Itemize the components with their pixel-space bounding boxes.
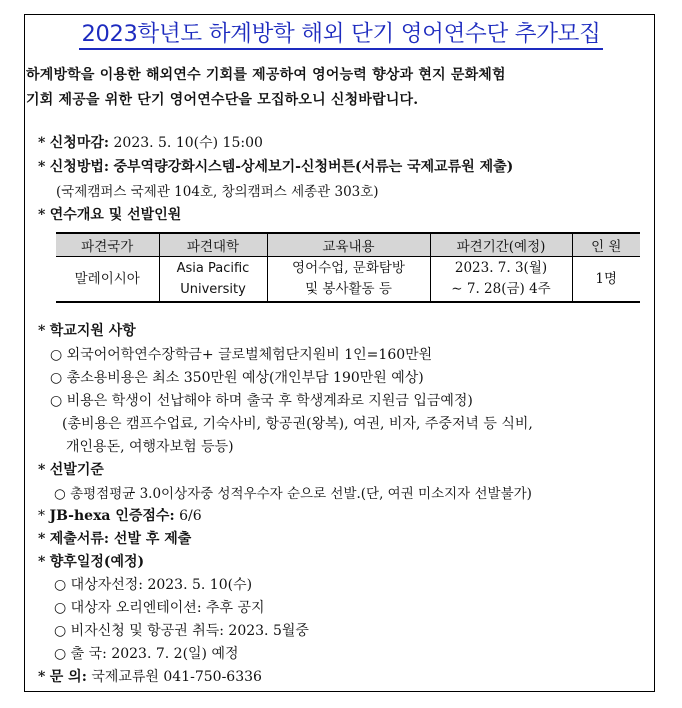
schedule-item-3: ○ 비자신청 및 항공권 취득: 2023. 5월중 (54, 623, 309, 639)
method-row (38, 156, 513, 176)
jbhexa-value: 6/6 (179, 508, 202, 524)
deadline-bullet: * (38, 135, 46, 151)
table-header-row (56, 233, 640, 257)
overview-label: 연수개요 및 선발인원 (49, 207, 182, 223)
deadline-label: 신청마감: (49, 135, 110, 151)
deadline-value: 2023. 5. 10(수) 15:00 (113, 135, 263, 151)
support-label: 학교지원 사항 (49, 323, 136, 339)
deadline-row (38, 132, 263, 152)
jbhexa-bullet: * (38, 508, 45, 524)
method-sub: (국제캠퍼스 국제관 104호, 창의캠퍼스 세종관 303호) (56, 184, 379, 200)
overview-table (56, 232, 640, 303)
support-item-3: ○ 비용은 학생이 선납해야 하며 출국 후 학생계좌로 지원금 입금예정) (50, 393, 473, 409)
cell-content-line-2: 및 봉사활동 등 (305, 281, 392, 297)
cell-count: 1명 (572, 257, 640, 303)
contact-bullet: * (38, 669, 46, 685)
header-university: 파견대학 (159, 233, 267, 257)
header-content: 교육내용 (267, 233, 430, 257)
documents-text: 제출서류: 선발 후 제출 (49, 531, 192, 547)
documents-row (38, 528, 191, 548)
support-item-1: ○ 외국어어학연수장학금+ 글로벌체험단지원비 1인=160만원 (50, 347, 433, 363)
overview-row (38, 204, 181, 224)
cell-country: 말레이시아 (56, 257, 159, 303)
contact-row (38, 666, 262, 686)
method-bullet: * (38, 159, 46, 175)
criteria-label: 선발기준 (49, 462, 104, 478)
schedule-item-1: ○ 대상자선정: 2023. 5. 10(수) (54, 577, 253, 593)
schedule-item-4: ○ 출 국: 2023. 7. 2(일) 예정 (54, 646, 239, 662)
method-label: 신청방법: (49, 159, 110, 175)
overview-bullet: * (38, 207, 46, 223)
support-note-2: 개인용돈, 여행자보험 등등) (66, 439, 234, 455)
cell-period-line-2: ∼ 7. 28(금) 4주 (451, 281, 551, 297)
documents-bullet: * (38, 531, 46, 547)
schedule-bullet: * (38, 554, 46, 570)
intro-line-2: 기회 제공을 위한 단기 영어연수단을 모집하오니 신청바랍니다. (26, 92, 419, 108)
cell-period (430, 257, 572, 303)
jbhexa-row (38, 505, 202, 525)
header-count: 인 원 (572, 233, 640, 257)
header-country: 파견국가 (56, 233, 159, 257)
cell-content (267, 257, 430, 303)
cell-university (159, 257, 267, 303)
support-note-1: (총비용은 캠프수업료, 기숙사비, 항공권(왕복), 여권, 비자, 주중저녁 등 식비, (62, 416, 533, 432)
criteria-item: ○ 총평점평균 3.0이상자중 성적우수자 순으로 선발.(단, 여권 미소지자 선발불가) (54, 486, 532, 502)
criteria-row (38, 459, 104, 479)
header-period: 파견기간(예정) (430, 233, 572, 257)
method-value: 중부역량강화시스템-상세보기-신청버튼(서류는 국제교류원 제출) (113, 159, 514, 175)
schedule-item-2: ○ 대상자 오리엔테이션: 추후 공지 (54, 600, 265, 616)
cell-university-line-1: Asia Pacific (176, 261, 250, 276)
support-row (38, 320, 136, 340)
schedule-row (38, 551, 144, 571)
notice-title: 2023학년도 하계방학 해외 단기 영어연수단 추가모집 (0, 16, 682, 48)
criteria-bullet: * (38, 462, 46, 478)
cell-university-line-2: University (180, 282, 246, 297)
support-item-2: ○ 총소용비용은 최소 350만원 예상(개인부담 190만원 예상) (50, 370, 424, 386)
schedule-label: 향후일정(예정) (49, 554, 145, 570)
table-row (56, 257, 640, 303)
cell-period-line-1: 2023. 7. 3(월) (454, 260, 548, 276)
cell-content-line-1: 영어수업, 문화탐방 (292, 260, 405, 276)
jbhexa-label: JB-hexa 인증점수: (49, 508, 175, 524)
intro-line-1: 하계방학을 이용한 해외연수 기회를 제공하여 영어능력 향상과 현지 문화체험 (26, 67, 506, 83)
contact-label: 문 의: (49, 669, 87, 685)
support-bullet: * (38, 323, 46, 339)
contact-value: 국제교류원 041-750-6336 (91, 669, 262, 685)
